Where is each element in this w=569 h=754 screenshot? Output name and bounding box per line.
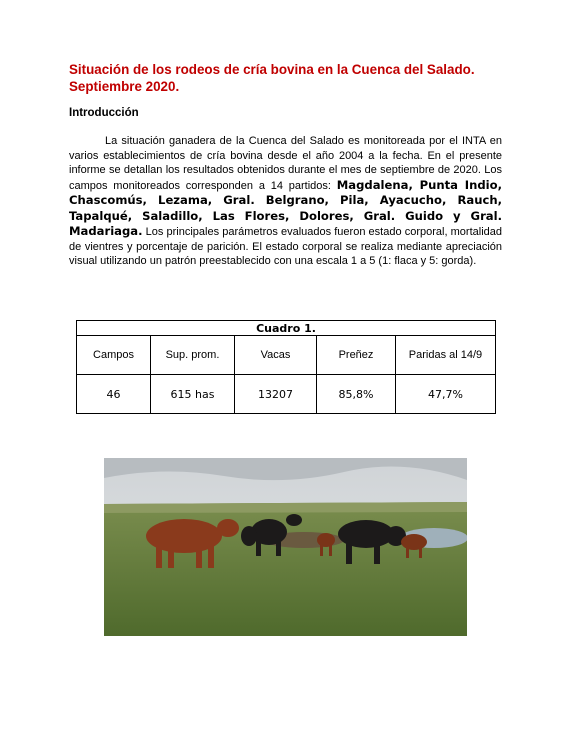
header-cell: Preñez (317, 336, 396, 375)
header-cell: Vacas (235, 336, 317, 375)
header-cell: Campos (77, 336, 151, 375)
table-caption: Cuadro 1. (77, 321, 496, 336)
table-row (77, 375, 496, 414)
data-table (76, 320, 496, 414)
header-cell: Sup. prom. (151, 336, 235, 375)
table-header-row (77, 336, 496, 375)
table-cell: 85,8% (317, 375, 396, 414)
document-title: Situación de los rodeos de cría bovina en la Cuenca del Salado. Septiembre 2020. (69, 62, 475, 94)
table-cell: 47,7% (396, 375, 496, 414)
table-cell: 46 (77, 375, 151, 414)
intro-text-part1: La situación ganadera de la Cuenca del Salado es monitoreada por el INTA en varios establecimientos de cría bovina desde el año 2004 a la fecha. En el presente informe se detallan los resultados obtenidos durante el mes de septiembre de 2020. Los campos monitoreados corresponden a 14 partidos: (69, 135, 502, 192)
section-heading: Introducción (69, 107, 139, 119)
header-cell: Paridas al 14/9 (396, 336, 496, 375)
intro-text-part2: Los principales parámetros evaluados fueron estado corporal, mortalidad de vientres y porcentaje de parición. El estado corporal se realiza mediante apreciación visual utilizando un patrón preestablecido con una escala 1 a 5 (1: flaca y 5: gorda). (69, 226, 502, 267)
partidos-list: Magdalena, Punta Indio, Chascomús, Lezama, Gral. Belgrano, Pila, Ayacucho, Rauch, Tapalqué, Saladillo, Las Flores, Dolores, Gral. Guido y Gral. Madariaga. (69, 177, 502, 238)
table-cell: 615 has (151, 375, 235, 414)
table-cell: 13207 (235, 375, 317, 414)
cattle-photo (104, 458, 467, 636)
intro-paragraph (69, 134, 502, 269)
